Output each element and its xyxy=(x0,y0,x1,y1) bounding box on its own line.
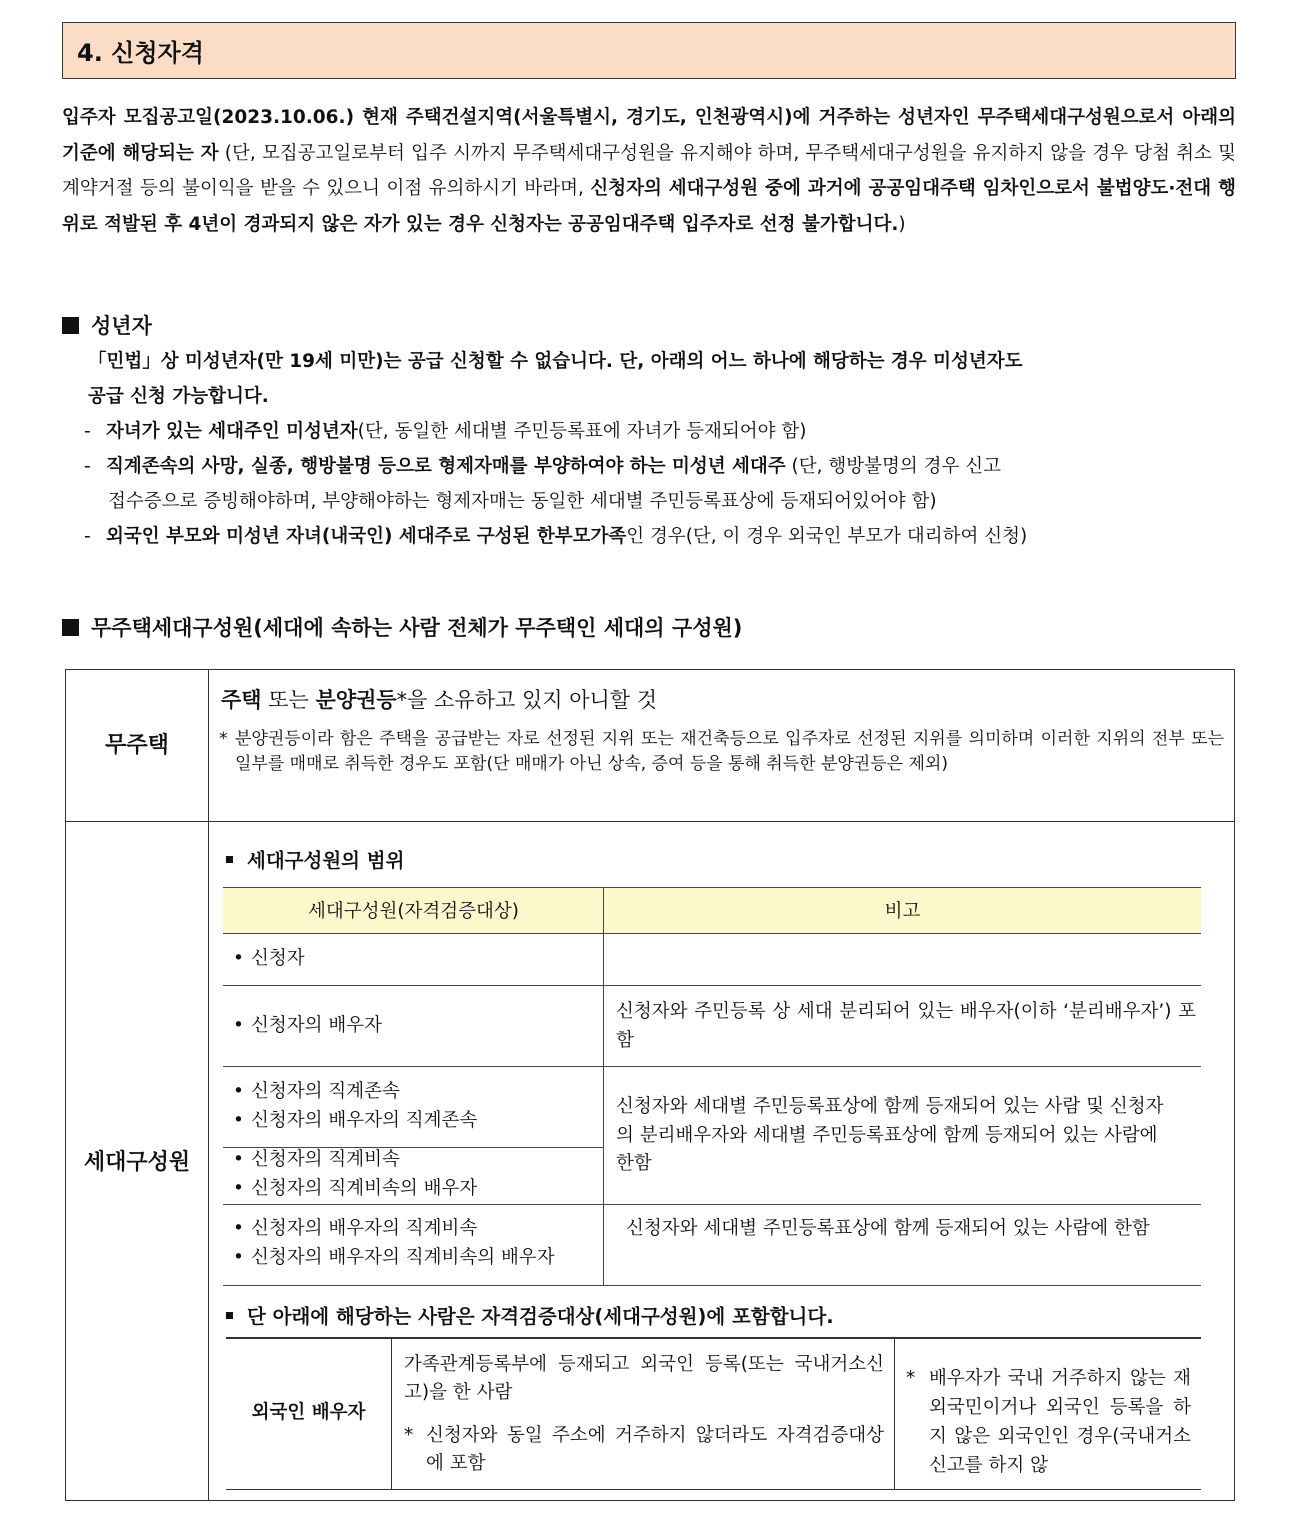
foreign-spouse-table xyxy=(226,1337,1201,1491)
col-header-members: 세대구성원(자격검증대상) xyxy=(307,901,520,922)
muju-title xyxy=(221,684,657,714)
table-line xyxy=(223,933,1201,934)
list-item: • 신청자의 직계존속 xyxy=(229,1078,477,1107)
adult-item-1 xyxy=(84,414,1236,449)
list-item: • 신청자의 직계비속의 배우자 xyxy=(229,1175,477,1204)
intro-paragraph xyxy=(62,100,1236,242)
remark-cell: 신청자와 주민등록 상 세대 분리되어 있는 배우자(이하 ‘분리배우자’) 포함 xyxy=(616,1001,1196,1051)
adult-lead: 「민법」상 미성년자(만 19세 미만)는 공급 신청할 수 없습니다. 단, 아래의 어느 하나에 해당하는 경우 미성년자도 xyxy=(88,351,1023,372)
table-line xyxy=(223,985,1201,986)
include-heading-text: 단 아래에 해당하는 사람은 자격검증대상(세대구성원)에 포함합니다. xyxy=(247,1305,834,1328)
small-square-bullet-icon xyxy=(226,856,233,863)
table-line xyxy=(226,1337,1201,1339)
members-label: 세대구성원 xyxy=(83,1150,191,1175)
scope-heading xyxy=(226,845,405,873)
list-item: • 신청자의 직계비속 xyxy=(229,1146,477,1175)
remark-cell: 신청자와 세대별 주민등록표상에 함께 등재되어 있는 사람에 한함 xyxy=(626,1218,1150,1239)
col-header-remarks: 비고 xyxy=(884,901,921,922)
intro-bold-2: 신청자의 세대구성원 중에 과거에 공공임대주택 임차인으로서 불법양도·전대 행위로 적발된 후 4년이 경과되지 않은 자가 있는 경우 신청자는 공공임대주택 입주자로 선정 불가합니다. xyxy=(62,178,1236,235)
list-item: • 신청자의 배우자의 직계존속 xyxy=(229,1107,477,1136)
table-row xyxy=(229,945,305,974)
adult-item-3-bold: 외국인 부모와 미성년 자녀(내국인) 세대주로 구성된 한부모가족 xyxy=(106,526,627,547)
intro-end: ) xyxy=(898,213,906,235)
table-row xyxy=(229,1215,555,1272)
foreign-spouse-desc-note xyxy=(404,1422,884,1477)
scope-heading-text: 세대구성원의 범위 xyxy=(247,849,405,872)
muju-note-text: 분양권등이라 함은 주택을 공급받는 자로 선정된 지위 또는 재건축등으로 입주자로 선정된 지위를 의미하며 이러한 지위의 전부 또는 일부를 매매로 취득한 경우도 포함(단 매매가 아닌 상속, 증여 등을 통해 취득한 분양권등은 제외) xyxy=(235,729,1224,774)
muju-title-house: 주택 xyxy=(221,688,262,712)
small-square-bullet-icon xyxy=(226,1312,233,1319)
adult-conditions xyxy=(84,344,1236,554)
adult-item-1-normal: (단, 동일한 세대별 주민등록표에 자녀가 등재되어야 함) xyxy=(357,421,807,442)
members-table xyxy=(223,887,1201,1286)
table-line xyxy=(223,1066,1201,1067)
section-title: 4. 신청자격 xyxy=(62,22,1236,79)
list-item: • 신청자 xyxy=(229,945,305,974)
adult-item-2-cont: 접수증으로 증빙해야하며, 부양해야하는 형제자매는 동일한 세대별 주민등록표상에 등재되어있어야 함) xyxy=(108,491,937,512)
muju-title-or: 또는 xyxy=(261,688,316,712)
household-heading-text: 무주택세대구성원 xyxy=(91,616,254,640)
table-line xyxy=(603,887,604,1286)
table-line xyxy=(226,1489,1201,1490)
table-divider xyxy=(66,821,1234,822)
square-bullet-icon xyxy=(62,619,79,636)
adult-lead-cont: 공급 신청 가능합니다. xyxy=(88,386,269,407)
list-item: • 신청자의 배우자의 직계비속 xyxy=(229,1215,555,1244)
table-divider xyxy=(208,670,209,1500)
list-item: • 신청자의 배우자의 직계비속의 배우자 xyxy=(229,1244,555,1273)
table-line xyxy=(223,1285,1201,1286)
table-line xyxy=(223,1204,1201,1205)
square-bullet-icon xyxy=(62,317,79,334)
intro-normal-1: (단, 모집공고일로부터 입주 시까지 무주택세대구성원을 유지해야 하며, 무주택세대구성원을 유지하지 않을 경우 당첨 취소 및 계약거절 등의 불이익을 받을 수 있으니 이점 유의하시기 바라며, xyxy=(62,142,1236,199)
table-line xyxy=(391,1337,392,1490)
muju-label: 무주택 xyxy=(105,733,169,758)
table-line xyxy=(894,1337,895,1490)
foreign-spouse-desc: 가족관계등록부에 등재되고 외국인 등록(또는 국내거소신고)을 한 사람 xyxy=(404,1354,884,1403)
asterisk: * xyxy=(404,1425,414,1446)
adult-item-3-normal: 인 경우(단, 이 경우 외국인 부모가 대리하여 신청) xyxy=(626,526,1028,547)
muju-title-rights: 분양권등 xyxy=(315,688,397,712)
eligibility-table xyxy=(65,669,1235,1501)
adult-item-2-bold: 직계존속의 사망, 실종, 행방불명 등으로 형제자매를 부양하여야 하는 미성년 세대주 xyxy=(106,456,786,477)
household-heading xyxy=(62,612,742,642)
adult-heading-text: 성년자 xyxy=(91,314,152,338)
table-row xyxy=(229,1012,382,1041)
adult-heading xyxy=(62,310,152,340)
table-row xyxy=(229,1078,477,1135)
adult-item-2 xyxy=(84,449,1236,484)
dash-bullet: - xyxy=(84,456,91,477)
adult-item-1-bold: 자녀가 있는 세대주인 미성년자 xyxy=(106,421,358,442)
dash-bullet: - xyxy=(84,421,91,442)
asterisk: * xyxy=(219,729,228,749)
table-row xyxy=(229,1146,477,1203)
household-heading-rest: (세대에 속하는 사람 전체가 무주택인 세대의 구성원) xyxy=(253,616,743,640)
adult-item-2-normal: (단, 행방불명의 경우 신고 xyxy=(785,456,1001,477)
muju-note xyxy=(219,727,1224,777)
include-heading xyxy=(226,1301,834,1329)
foreign-spouse-desc-note-text: 신청자와 동일 주소에 거주하지 않더라도 자격검증대상에 포함 xyxy=(426,1425,884,1474)
foreign-spouse-label: 외국인 배우자 xyxy=(251,1402,366,1423)
intro-bold-1: 입주자 모집공고일(2023.10.06.) 현재 주택건설지역(서울특별시, 경기도, 인천광역시)에 거주하는 성년자인 무주택세대구성원으로서 아래의 기준에 해당되는 자 xyxy=(62,107,1236,164)
adult-item-3 xyxy=(84,519,1236,554)
asterisk: * xyxy=(906,1368,916,1389)
remark-cell: 신청자와 세대별 주민등록표상에 함께 등재되어 있는 사람 및 신청자의 분리배우자와 세대별 주민등록표상에 함께 등재되어 있는 사람에 한함 xyxy=(616,1096,1164,1174)
dash-bullet: - xyxy=(84,526,91,547)
foreign-spouse-note xyxy=(906,1364,1191,1480)
foreign-spouse-note-text: 배우자가 국내 거주하지 않는 재외국민이거나 외국인 등록을 하지 않은 외국인인 경우(국내거소신고를 하지 않 xyxy=(929,1368,1191,1476)
muju-title-rest: *을 소유하고 있지 아니할 것 xyxy=(396,688,658,712)
list-item: • 신청자의 배우자 xyxy=(229,1012,382,1041)
